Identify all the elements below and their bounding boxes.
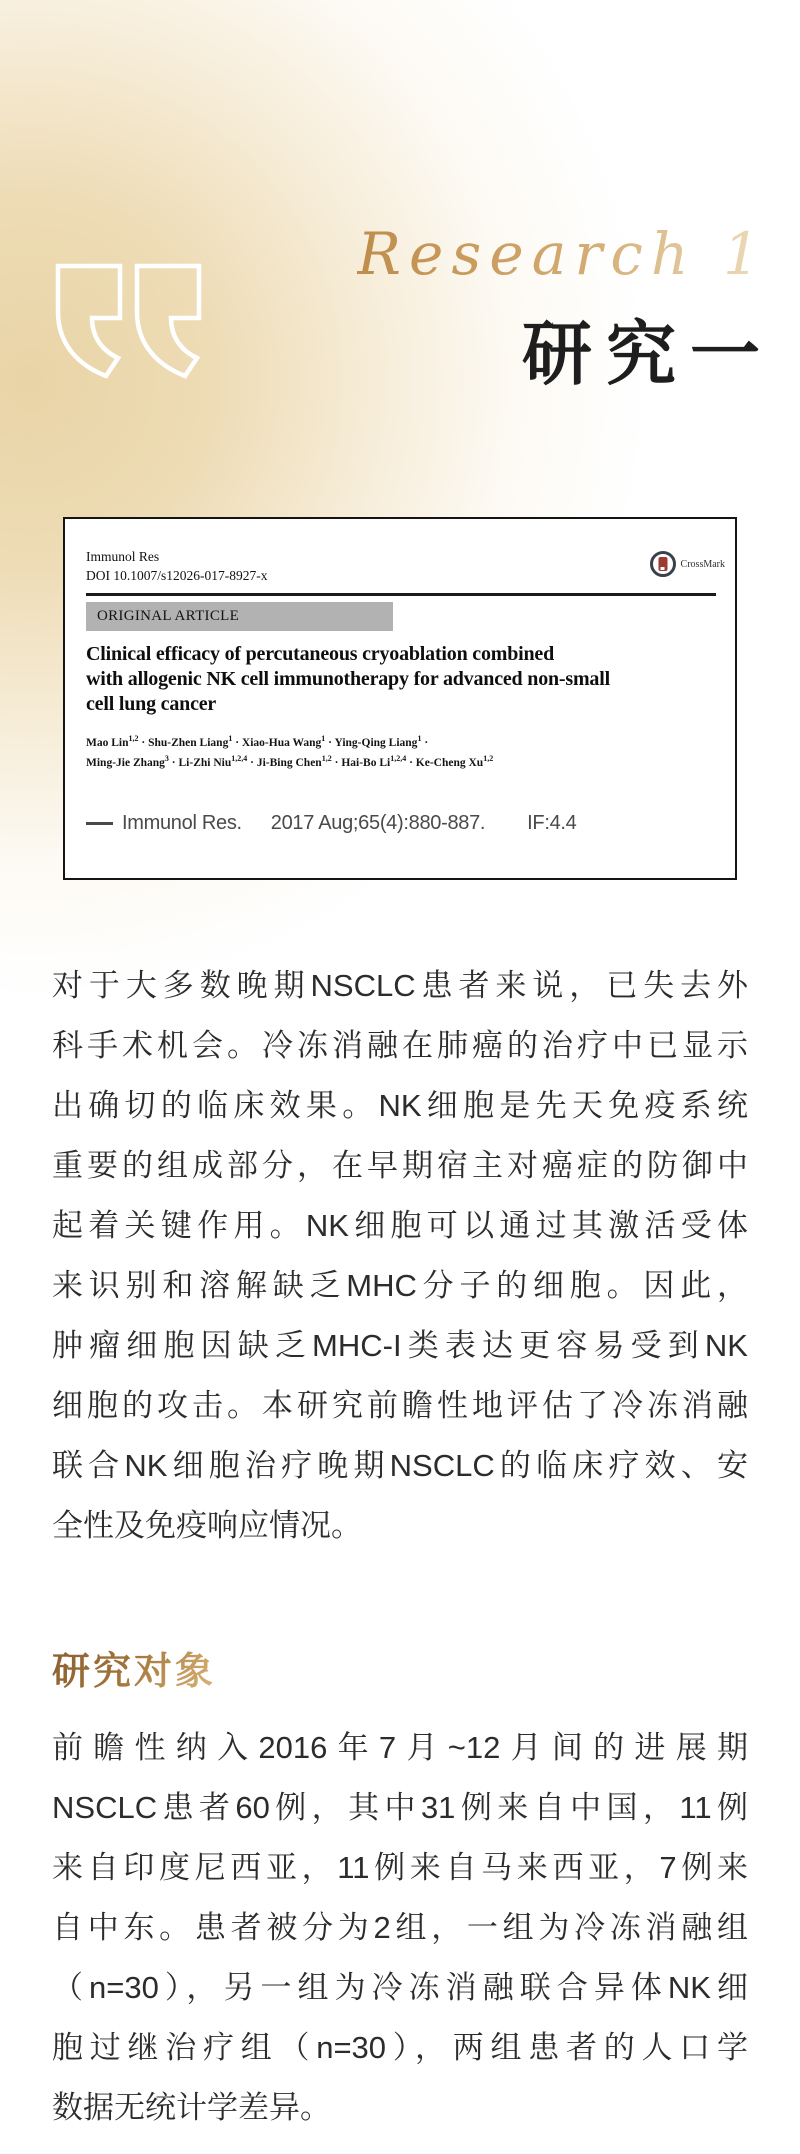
section-heading: 研究对象	[52, 1640, 216, 1695]
subjects-paragraph	[52, 1718, 748, 2138]
citation-issue: 2017 Aug;65(4):880-887.	[270, 812, 486, 834]
paragraph-line: 科手术机会。冷冻消融在肺癌的治疗中已显示	[52, 1028, 748, 1063]
journal-doi: DOI 10.1007/s12026-017-8927-x	[86, 568, 268, 583]
paper-authors: Mao Lin$^{1,2}$ · Shu-Zhen Liang$^1$ · Xiao-Hua Wang$^1$ · Ying-Qing Liang$^1$ · Ming-Jie Zhang$^3$ · Li-Zhi Niu$^{1,2,4}$ · Ji-Bing Chen$^{1,2}$ · Hai-Bo Li$^{1,2,4}$ · Ke-Cheng Xu$^{1,2}$	[86, 734, 494, 769]
paragraph-line: 前瞻性纳入2016年7月~12月间的进展期	[52, 1730, 748, 1765]
crossmark-icon	[650, 551, 676, 577]
journal-header	[86, 547, 268, 585]
citation-dash	[86, 822, 113, 825]
paragraph-line: 重要的组成部分，在早期宿主对癌症的防御中	[52, 1148, 748, 1183]
double-quote-icon	[54, 262, 202, 380]
crossmark-bookmark-shape	[658, 557, 667, 571]
paragraph-line: 起着关键作用。NK细胞可以通过其激活受体	[52, 1208, 748, 1243]
paper-title: Clinical efficacy of percutaneous cryoablation combined with allogenic NK cell immunotherapy for advanced non-small cell lung cancer	[86, 643, 610, 715]
section-script-title: Research 1	[357, 220, 768, 288]
paragraph-line: 细胞的攻击。本研究前瞻性地评估了冷冻消融	[52, 1388, 748, 1423]
journal-paper-card	[63, 517, 737, 880]
paragraph-line: 出确切的临床效果。NK细胞是先天免疫系统	[52, 1088, 748, 1123]
paragraph-line: 全性及免疫响应情况。	[52, 1508, 362, 1543]
section-cn-title: 研究一	[522, 317, 774, 394]
paragraph-line: 来识别和溶解缺乏MHC分子的细胞。因此，	[52, 1268, 748, 1303]
paragraph-line: 联合NK细胞治疗晚期NSCLC的临床疗效、安	[52, 1448, 748, 1483]
intro-paragraph	[52, 956, 748, 1556]
header-rule	[86, 593, 716, 596]
crossmark-notch	[661, 567, 665, 570]
citation-journal: Immunol Res.	[122, 812, 242, 834]
paragraph-line: （n=30），另一组为冷冻消融联合异体NK细	[52, 1970, 748, 2005]
article-type-badge: ORIGINAL ARTICLE	[86, 602, 393, 631]
paragraph-line: 胞过继治疗组（n=30），两组患者的人口学	[52, 2030, 748, 2065]
journal-name: Immunol Res	[86, 549, 160, 564]
crossmark-logo	[650, 551, 725, 577]
citation-impact-factor: IF:4.4	[527, 812, 577, 834]
citation-line	[86, 812, 577, 835]
paragraph-line: 对于大多数晚期NSCLC患者来说，已失去外	[52, 968, 748, 1003]
paragraph-line: 来自印度尼西亚，11例来自马来西亚，7例来	[52, 1850, 748, 1885]
paragraph-line: NSCLC患者60例，其中31例来自中国，11例	[52, 1790, 748, 1825]
paragraph-line: 自中东。患者被分为2组，一组为冷冻消融组	[52, 1910, 748, 1945]
paragraph-line: 数据无统计学差异。	[52, 2090, 331, 2125]
crossmark-label: CrossMark	[680, 558, 725, 570]
paragraph-line: 肿瘤细胞因缺乏MHC-I类表达更容易受到NK	[52, 1328, 748, 1363]
